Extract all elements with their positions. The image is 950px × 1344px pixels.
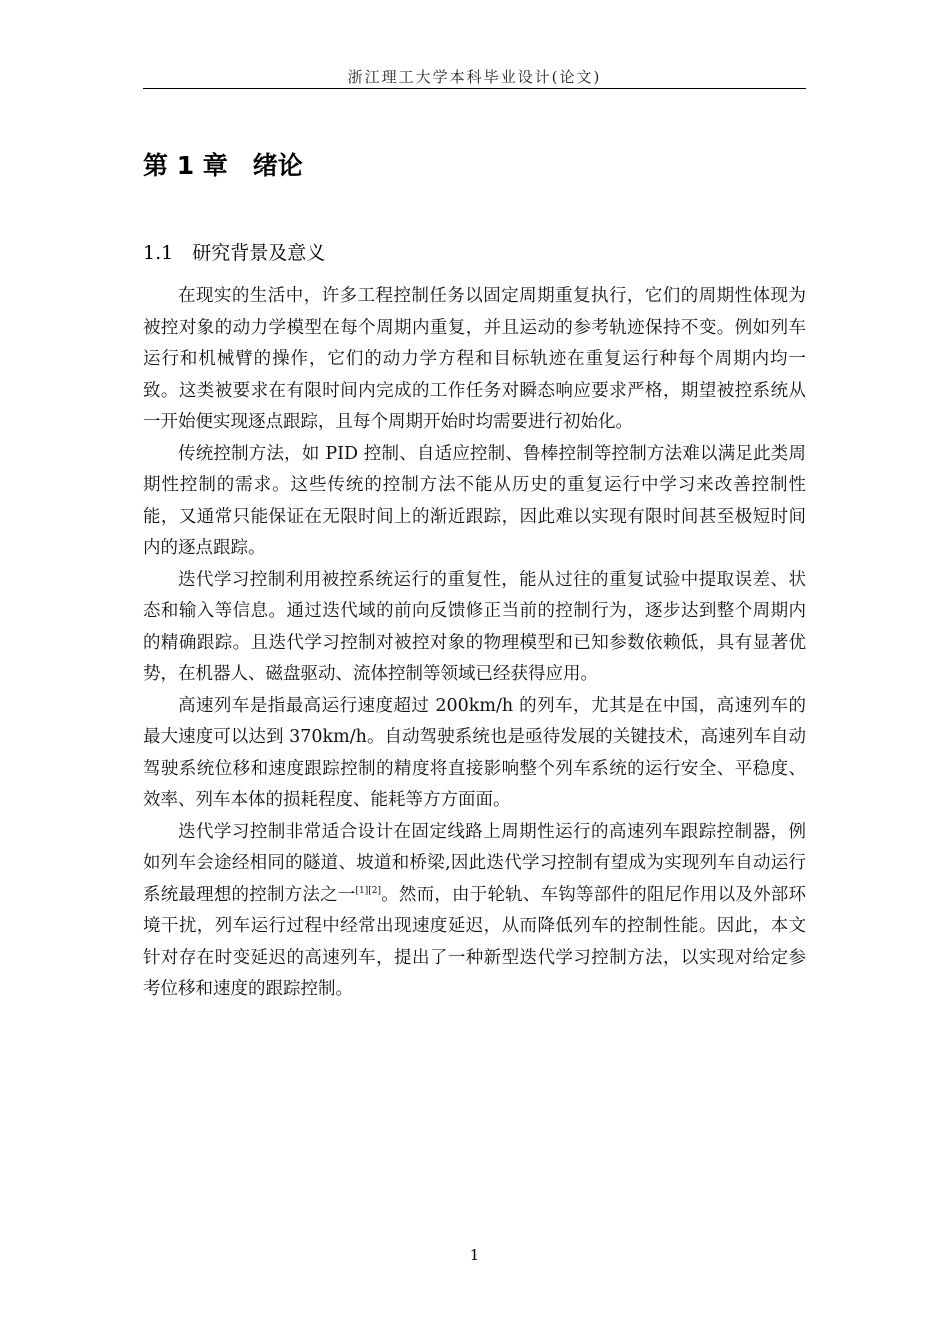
paragraph-5-text-after: 。然而，由于轮轨、车钩等部件的阻尼作用以及外部环境干扰，列车运行过程中经常出现速度延迟，从而降低列车的控制性能。因此，本文针对存在时变延迟的高速列车，提出了一种新型迭代学习控制方法，以实现对给定参考位移和速度的跟踪控制。 xyxy=(143,884,806,999)
paragraph-5 xyxy=(143,817,806,1006)
section-title: 1.1 研究背景及意义 xyxy=(143,242,326,264)
paragraph-3: 迭代学习控制利用被控系统运行的重复性，能从过往的重复试验中提取误差、状态和输入等信息。通过迭代域的前向反馈修正当前的控制行为，逐步达到整个周期内的精确跟踪。且迭代学习控制对被控对象的物理模型和已知参数依赖低，具有显著优势，在机器人、磁盘驱动、流体控制等领域已经获得应用。 xyxy=(143,569,806,684)
page-number: 1 xyxy=(469,1246,480,1264)
paragraph-1: 在现实的生活中，许多工程控制任务以固定周期重复执行，它们的周期性体现为被控对象的动力学模型在每个周期内重复，并且运动的参考轨迹保持不变。例如列车运行和机械臂的操作，它们的动力学方程和目标轨迹在重复运行种每个周期内均一致。这类被要求在有限时间内完成的工作任务对瞬态响应要求严格，期望被控系统从一开始便实现逐点跟踪，且每个周期开始时均需要进行初始化。 xyxy=(143,286,806,432)
paragraph-2: 传统控制方法，如 PID 控制、自适应控制、鲁棒控制等控制方法难以满足此类周期性控制的需求。这些传统的控制方法不能从历史的重复运行中学习来改善控制性能，又通常只能保证在无限时间上的渐近跟踪，因此难以实现有限时间甚至极短时间内的逐点跟踪。 xyxy=(143,443,806,558)
paragraph-5-text-before: 迭代学习控制非常适合设计在固定线路上周期性运行的高速列车跟踪控制器，例如列车会途经相同的隧道、坡道和桥梁,因此迭代学习控制有望成为实现列车自动运行系统最理想的控制方法之一 xyxy=(143,821,806,905)
body-text xyxy=(143,281,806,1006)
citation-reference: [1][2] xyxy=(355,885,381,896)
page-header: 浙江理工大学本科毕业设计(论文) xyxy=(347,68,602,86)
header-rule xyxy=(143,88,806,89)
chapter-title: 第 1 章 绪论 xyxy=(143,151,303,180)
paragraph-4: 高速列车是指最高运行速度超过 200km/h 的列车，尤其是在中国，高速列车的最大速度可以达到 370km/h。自动驾驶系统也是亟待发展的关键技术，高速列车自动驾驶系统位移和速度跟踪控制的精度将直接影响整个列车系统的运行安全、平稳度、效率、列车本体的损耗程度、能耗等方方面面。 xyxy=(143,695,806,810)
